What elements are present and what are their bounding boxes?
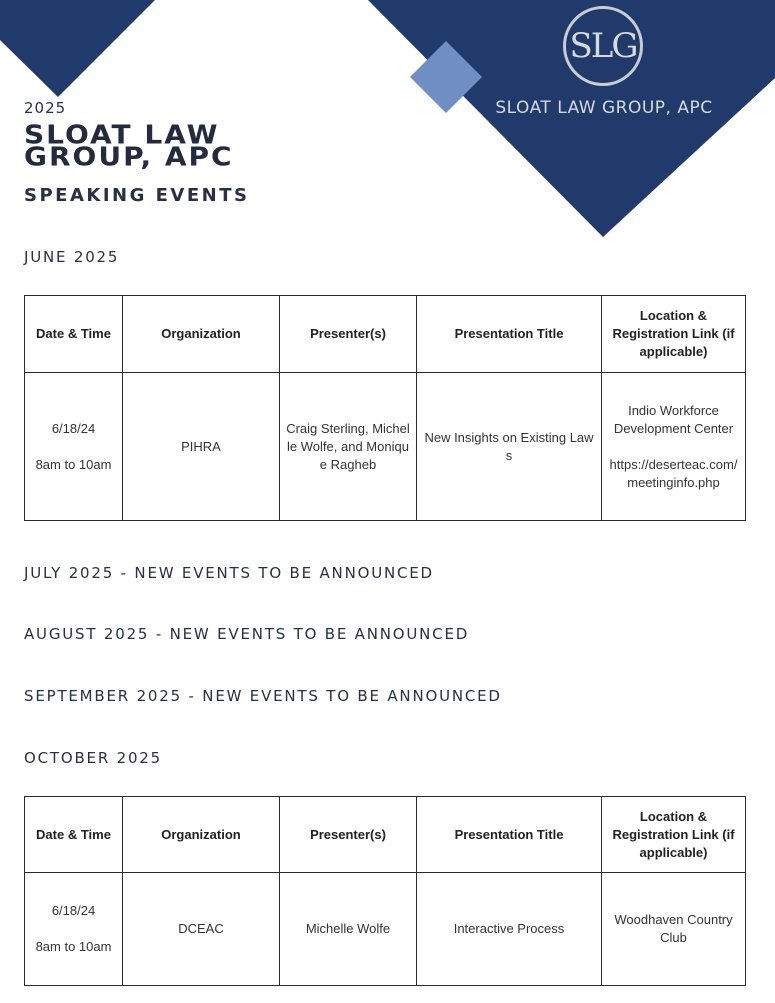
col-location: Location & Registration Link (if applicable)	[602, 797, 746, 873]
logo-monogram: SLG	[569, 26, 637, 66]
cell-presenters: Michelle Wolfe	[280, 873, 417, 986]
table-header-row	[25, 797, 746, 873]
section-heading-july: JULY 2025 - NEW EVENTS TO BE ANNOUNCED	[24, 564, 434, 582]
event-date: 6/18/24	[51, 420, 96, 436]
event-date: 6/18/24	[51, 903, 96, 918]
cell-organization: DCEAC	[123, 873, 280, 986]
year-label: 2025	[24, 99, 67, 117]
table-row	[25, 873, 746, 986]
col-location: Location & Registration Link (if applicable)	[602, 296, 746, 373]
logo-wordmark: SLOAT LAW GROUP, APC	[495, 98, 713, 118]
col-presentation-title: Presentation Title	[417, 296, 602, 373]
col-organization: Organization	[123, 797, 280, 873]
cell-date-time	[25, 873, 123, 986]
section-heading-october: OCTOBER 2025	[24, 749, 162, 767]
event-time: 8am to 10am	[35, 456, 112, 472]
event-location: Indio Workforce Development Center	[613, 402, 734, 436]
june-events-table	[24, 295, 746, 521]
section-heading-august: AUGUST 2025 - NEW EVENTS TO BE ANNOUNCED	[24, 625, 470, 643]
cell-presentation-title: Interactive Process	[417, 873, 602, 986]
corner-triangle-left	[0, 0, 160, 100]
october-events-table	[24, 796, 746, 986]
col-presentation-title: Presentation Title	[417, 797, 602, 873]
section-heading-june: JUNE 2025	[24, 248, 120, 266]
cell-organization: PIHRA	[123, 373, 280, 521]
col-presenters: Presenter(s)	[280, 296, 417, 373]
cell-presenters: Craig Sterling, Michelle Wolfe, and Monique Ragheb	[280, 373, 417, 521]
cell-location: Woodhaven Country Club	[602, 873, 746, 986]
cell-location	[602, 373, 746, 521]
col-date-time: Date & Time	[25, 797, 123, 873]
table-header-row	[25, 296, 746, 373]
firm-logo-icon	[563, 6, 643, 86]
firm-title: SLOAT LAW GROUP, APC	[24, 119, 234, 172]
registration-link[interactable]: https://deserteac.com/meetinginfo.php	[609, 456, 738, 490]
col-organization: Organization	[123, 296, 280, 373]
cell-date-time	[25, 373, 123, 521]
section-heading-september: SEPTEMBER 2025 - NEW EVENTS TO BE ANNOUNCED	[24, 687, 502, 705]
col-date-time: Date & Time	[25, 296, 123, 373]
cell-presentation-title: New Insights on Existing Laws	[417, 373, 602, 521]
document-subtitle: SPEAKING EVENTS	[24, 185, 250, 206]
event-time: 8am to 10am	[35, 939, 112, 954]
table-row	[25, 373, 746, 521]
col-presenters: Presenter(s)	[280, 797, 417, 873]
